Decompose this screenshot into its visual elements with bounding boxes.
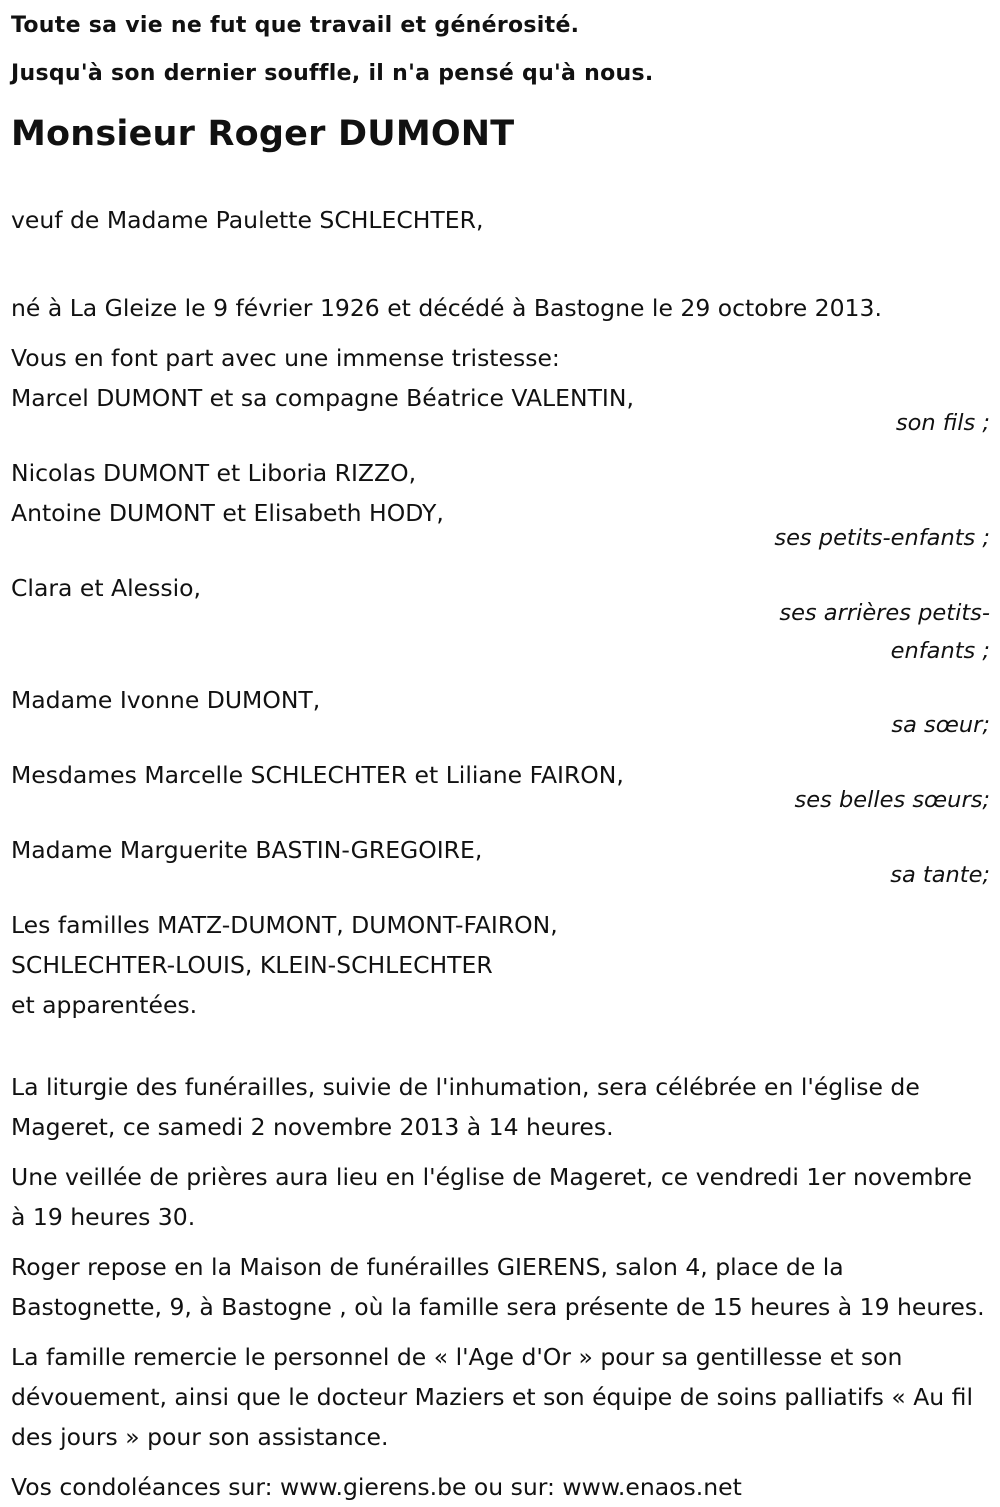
epigraph [11,0,990,98]
family-names: Madame Ivonne DUMONT, [11,686,321,714]
rest-location-paragraph: Roger repose en la Maison de funérailles GIERENS, salon 4, place de la Bastognette, 9, à Bastogne , où la famille sera présente de 15 heures à 19 heures. [11,1253,985,1321]
family-names: Nicolas DUMONT et Liboria RIZZO, [11,459,417,487]
intro-line: Vous en font part avec une immense tristesse: [11,344,560,372]
family-names: Madame Marguerite BASTIN-GREGOIRE, [11,836,483,864]
thanks-paragraph: La famille remercie le personnel de « l'Age d'Or » pour sa gentillesse et son dévouement, ainsi que le docteur Maziers et son équipe de soins palliatifs « Au fil des jours » pour son assistance. [11,1343,973,1451]
families-line-1: Les familles MATZ-DUMONT, DUMONT-FAIRON, [11,911,558,939]
family-relation: sa tante; [890,862,990,888]
families-line-3: et apparentées. [11,991,198,1019]
families-line-2: SCHLECHTER-LOUIS, KLEIN-SCHLECHTER [11,951,493,979]
family-group-grandchildren [11,453,990,557]
condolences-line: Vos condoléances sur: www.gierens.be ou sur: www.enaos.net [11,1473,742,1501]
funeral-paragraph: La liturgie des funérailles, suivie de l'inhumation, sera célébrée en l'église de Mageret, ce samedi 2 novembre 2013 à 14 heures. [11,1073,920,1141]
family-names: Mesdames Marcelle SCHLECHTER et Liliane FAIRON, [11,761,624,789]
family-relation-line-1: ses arrières petits- [779,600,990,626]
family-names: Marcel DUMONT et sa compagne Béatrice VALENTIN, [11,384,634,412]
family-group-great-grandchildren [11,568,990,670]
epigraph-line-2: Jusqu'à son dernier souffle, il n'a pensé qu'à nous. [11,61,654,86]
family-relation-line-2: enfants ; [890,638,990,664]
family-relation: sa sœur; [891,712,990,738]
family-group-aunt [11,830,990,894]
family-names: Clara et Alessio, [11,574,201,602]
family-relation: ses petits-enfants ; [774,525,990,551]
family-relation: son fils ; [895,410,990,436]
widower-line: veuf de Madame Paulette SCHLECHTER, [11,206,484,234]
family-names: Antoine DUMONT et Elisabeth HODY, [11,499,444,527]
epigraph-line-1: Toute sa vie ne fut que travail et générosité. [11,13,580,38]
family-group-sister [11,680,990,744]
vigil-paragraph: Une veillée de prières aura lieu en l'église de Mageret, ce vendredi 1er novembre à 19 heures 30. [11,1163,972,1231]
family-group-sisters-in-law [11,755,990,819]
families-block [11,905,990,1025]
family-relation: ses belles sœurs; [794,787,990,813]
family-group-son [11,378,990,442]
deceased-name: Monsieur Roger DUMONT [11,114,515,154]
birth-death-line: né à La Gleize le 9 février 1926 et décédé à Bastogne le 29 octobre 2013. [11,294,882,322]
